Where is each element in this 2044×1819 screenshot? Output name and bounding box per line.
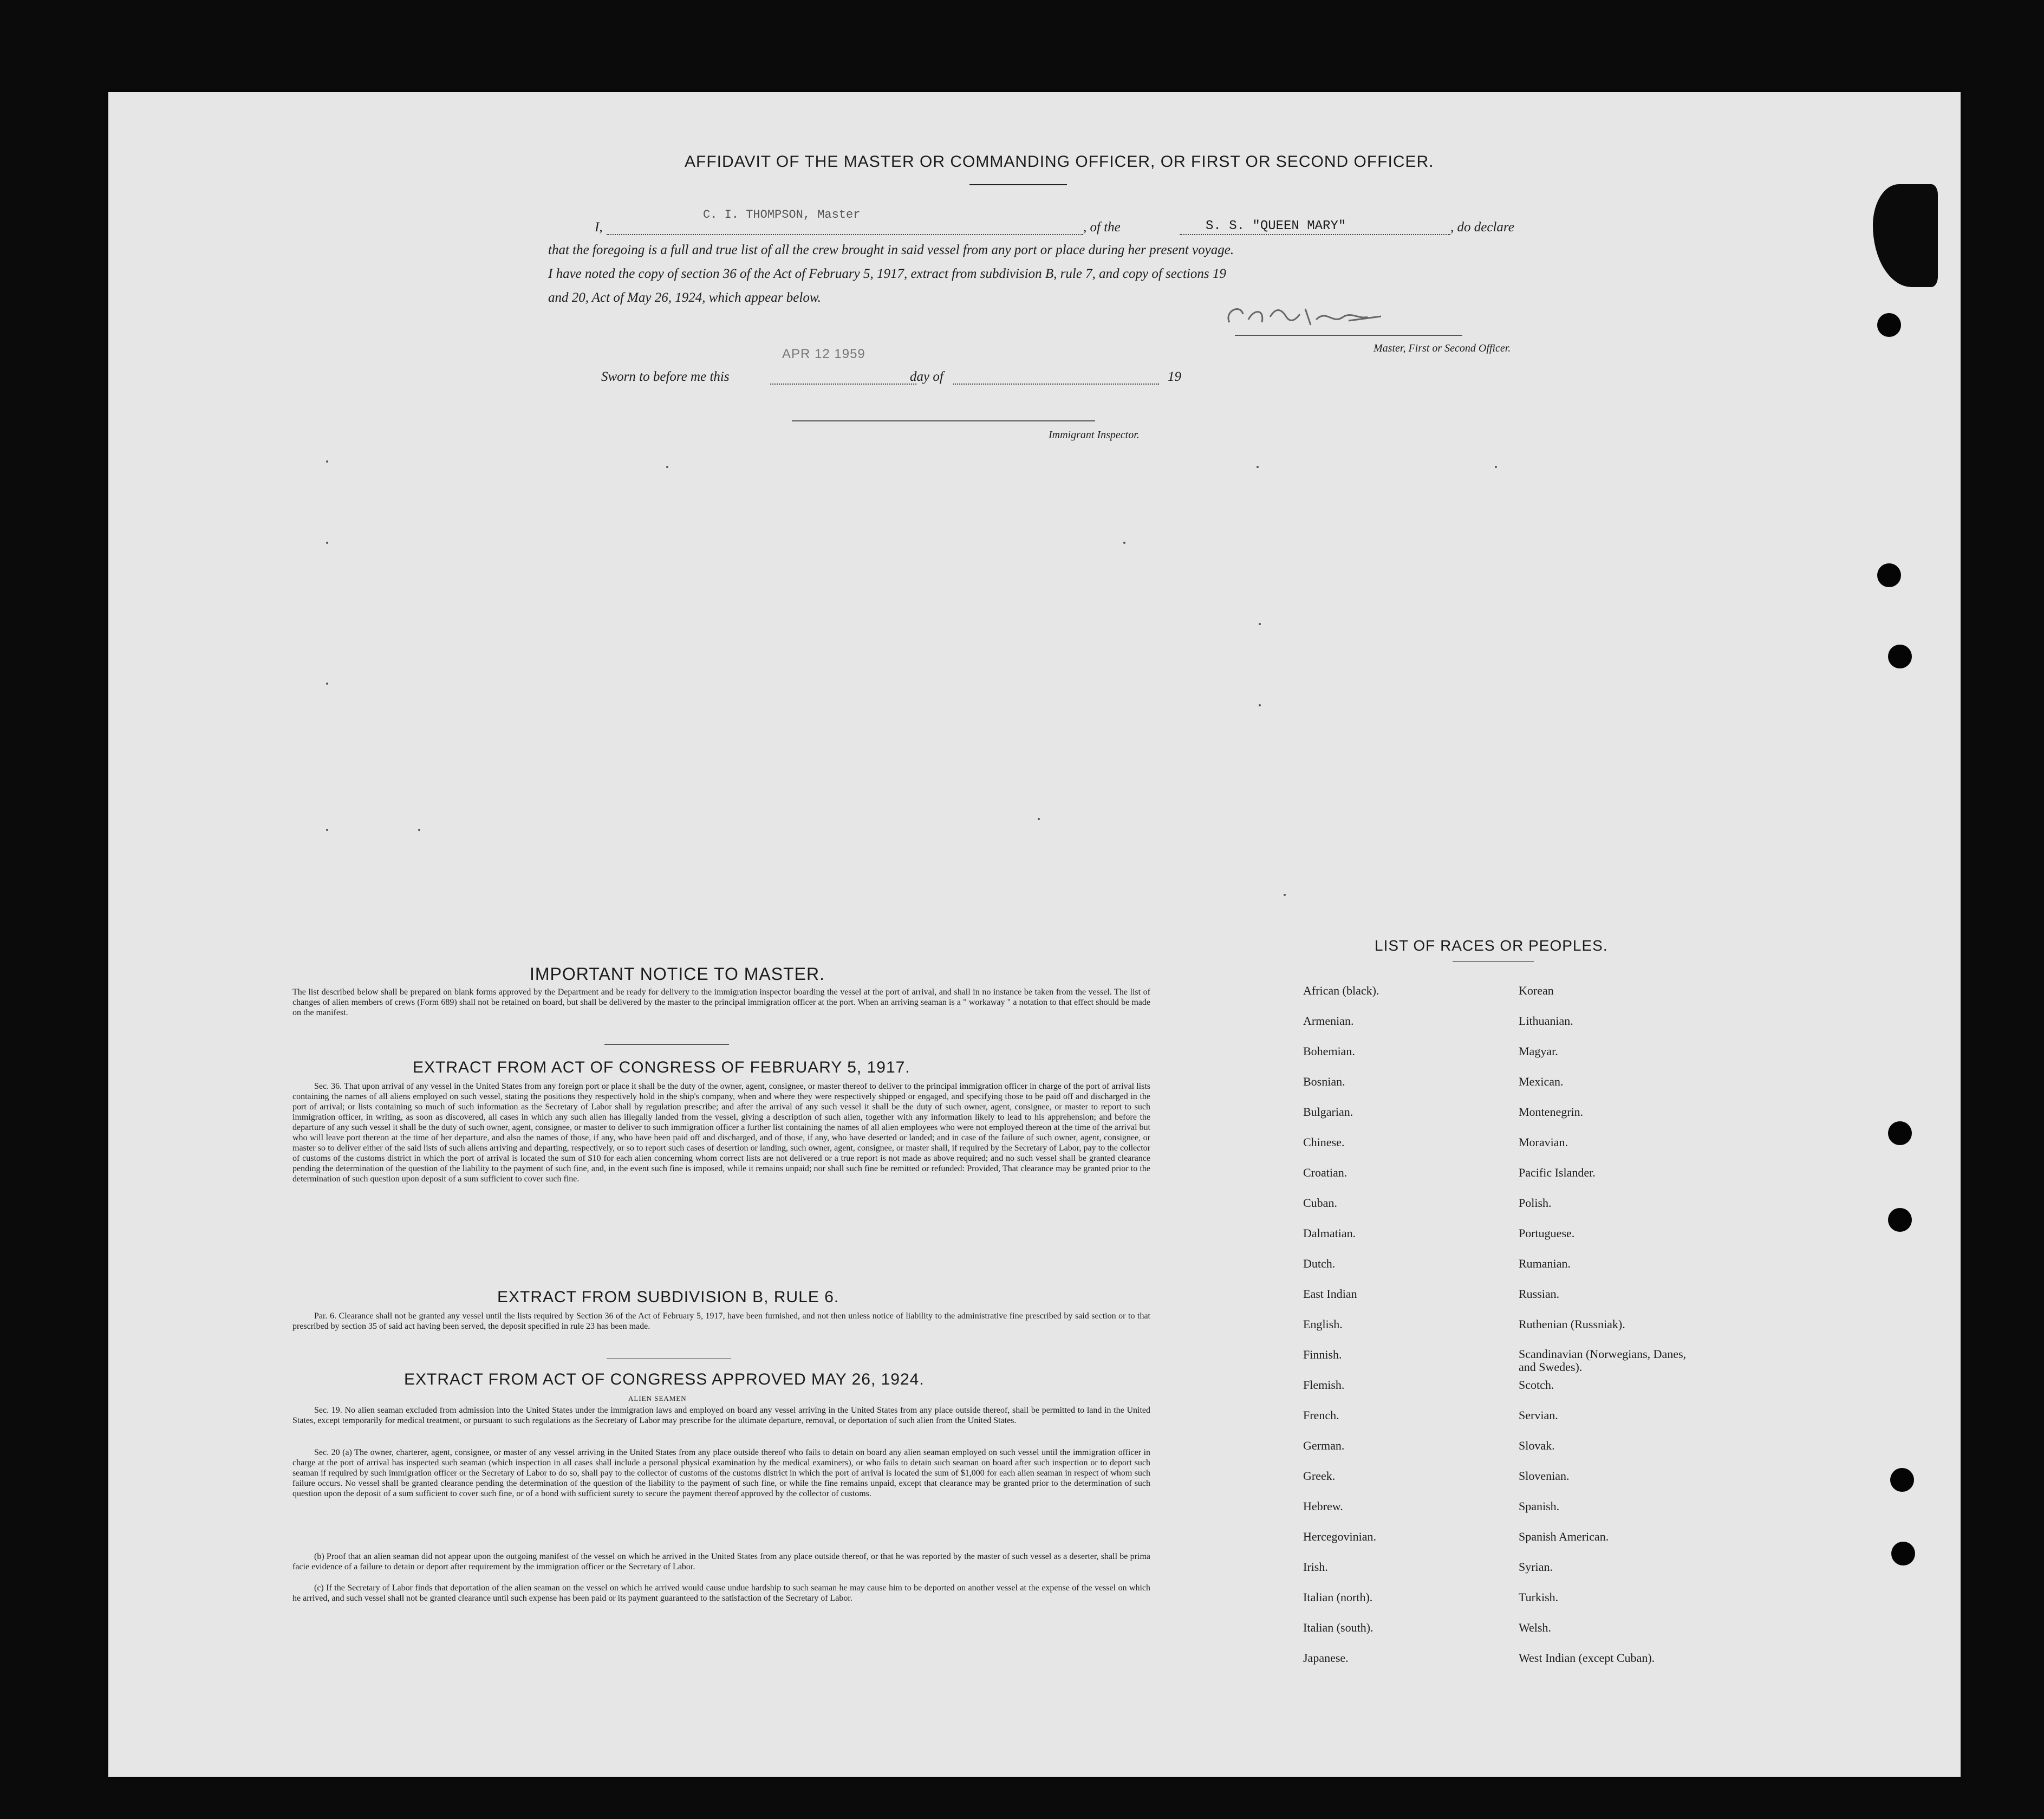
extract3-sec20a: Sec. 20 (a) The owner, charterer, agent, consignee, or master of any vessel arriving in the United States from any place outside thereof who fails to detain on board any alien seaman employed on such vessel until the immigration officer in charge at the port of arrival has inspected such seaman (which inspection in all cases shall include a personal physical examination by the medical examiners), or who fails to detain such seaman on board after such inspection or to deport such seaman if required by such immigration officer or the Secretary of Labor to do so, shall pay to the collector of customs of the customs district in which the port of arrival is located the sum of $1,000 for each alien seaman in respect of whom such failure occurs. No vessel shall be granted clearance pending the determination of the question of the liability to the payment of such fine, or while the fine remains unpaid, except that clearance may be granted prior to the determination of such question upon the deposit of a sum sufficient to cover such fine, or of a bond with sufficient surety to secure the payment thereof approved by the collector of customs.	[292, 1448, 1150, 1498]
race-left-9: Dutch.	[1303, 1257, 1336, 1270]
race-right-14: Servian.	[1519, 1408, 1558, 1422]
race-right-16: Slovenian.	[1519, 1469, 1570, 1483]
extract3-sec20c: (c) If the Secretary of Labor finds that deportation of the alien seaman on the vessel on which he arrived would cause undue hardship to such seaman he may cause him to be deported on another vessel at the expense of the vessel on which he arrived, and such vessel shall not be granted clearance until such expense has been paid or its payment guaranteed to the satisfaction of the Secretary of Labor.	[292, 1583, 1150, 1603]
officer-name: C. I. THOMPSON, Master	[703, 208, 861, 222]
race-right-5: Moravian.	[1519, 1135, 1568, 1149]
affidavit-title: AFFIDAVIT OF THE MASTER OR COMMANDING OFFICER, OR FIRST OR SECOND OFFICER.	[685, 153, 1434, 171]
race-left-17: Hebrew.	[1303, 1499, 1343, 1513]
race-left-3: Bosnian.	[1303, 1075, 1345, 1088]
inspector-line	[792, 420, 1095, 421]
race-left-7: Cuban.	[1303, 1196, 1337, 1210]
declaration-line1-suffix: , do declare	[1450, 220, 1514, 235]
notice-divider	[604, 1044, 729, 1045]
inspector-caption: Immigrant Inspector.	[1049, 429, 1140, 441]
speck	[326, 683, 328, 685]
race-left-10: East Indian	[1303, 1287, 1357, 1301]
race-right-9: Rumanian.	[1519, 1257, 1571, 1270]
master-signature	[1219, 298, 1397, 336]
signature-line	[1235, 335, 1462, 336]
binder-hole	[1890, 1468, 1914, 1492]
extract2-text: Par. 6. Clearance shall not be granted any vessel until the lists required by Section 36 of the Act of February 5, 1917, have been furnished, and not then unless notice of liability to the administrative fine prescribed by said section or to that prescribed by section 35 of said act having been served, the deposit specified in rule 23 has been made.	[292, 1311, 1150, 1331]
race-right-12: Scandinavian (Norwegians, Danes, and Swedes).	[1519, 1347, 1687, 1374]
vessel-line	[1180, 234, 1450, 235]
speck	[666, 466, 668, 468]
binder-hole	[1877, 563, 1901, 587]
race-right-13: Scotch.	[1519, 1378, 1554, 1392]
race-left-15: German.	[1303, 1439, 1345, 1452]
binder-hole	[1888, 1121, 1912, 1145]
declaration-line1-mid: , of the	[1083, 220, 1121, 235]
speck	[1259, 704, 1261, 706]
extract2-title: EXTRACT FROM SUBDIVISION B, RULE 6.	[497, 1288, 839, 1306]
binder-hole	[1888, 645, 1912, 668]
race-right-0: Korean	[1519, 984, 1554, 997]
speck	[1123, 542, 1125, 544]
race-left-16: Greek.	[1303, 1469, 1336, 1483]
race-right-1: Lithuanian.	[1519, 1014, 1573, 1028]
race-left-18: Hercegovinian.	[1303, 1530, 1376, 1543]
race-left-4: Bulgarian.	[1303, 1105, 1353, 1119]
notice-text: The list described below shall be prepared on blank forms approved by the Department and be ready for delivery to the immigration inspector boarding the vessel at the port of arrival, and shall in no instance be taken from the vessel. The list of changes of alien members of crews (Form 689) shall not be retained on board, but shall be delivered by the master to the principal immigration officer at the port. When an arriving seaman is a " workaway " a notation to that effect should be made on the manifest.	[292, 988, 1150, 1017]
race-left-11: English.	[1303, 1317, 1343, 1331]
race-left-0: African (black).	[1303, 984, 1379, 997]
binder-hole	[1891, 1542, 1915, 1565]
sworn-mid: day of	[910, 369, 943, 384]
speck	[326, 460, 328, 463]
races-title: LIST OF RACES OR PEOPLES.	[1375, 937, 1608, 954]
speck	[1259, 623, 1261, 625]
extract3-sec20b: (b) Proof that an alien seaman did not appear upon the outgoing manifest of the vessel on which he arrived in the United States from any place outside thereof, or that he was reported by the master of such vessel as a deserter, shall be prima facie evidence of a failure to detain or deport after requirement by the immigration officer or the Secretary of Labor.	[292, 1552, 1150, 1571]
date-stamp: APR 12 1959	[782, 347, 865, 361]
race-right-10: Russian.	[1519, 1287, 1560, 1301]
declaration-line3: I have noted the copy of section 36 of the Act of February 5, 1917, extract from subdivision B, rule 7, and copy of sections 19	[548, 267, 1226, 281]
declaration-line2: that the foregoing is a full and true list of all the crew brought in said vessel from any port or place during her present voyage.	[548, 243, 1234, 257]
race-left-2: Bohemian.	[1303, 1044, 1355, 1058]
race-right-19: Syrian.	[1519, 1560, 1553, 1574]
extract3-title: EXTRACT FROM ACT OF CONGRESS APPROVED MAY 26, 1924.	[404, 1370, 925, 1388]
race-left-1: Armenian.	[1303, 1014, 1354, 1028]
extract3-subtitle: ALIEN SEAMEN	[628, 1394, 687, 1402]
declaration-line1-prefix: I,	[595, 220, 603, 235]
extract1-title: EXTRACT FROM ACT OF CONGRESS OF FEBRUARY 5, 1917.	[413, 1058, 910, 1076]
race-left-14: French.	[1303, 1408, 1339, 1422]
sworn-day-line	[770, 384, 916, 385]
race-right-17: Spanish.	[1519, 1499, 1560, 1513]
extract1-text: Sec. 36. That upon arrival of any vessel in the United States from any foreign port or place it shall be the duty of the owner, agent, consignee, or master thereof to deliver to the principal immigration officer in charge of the port of arrival lists containing the names of all aliens employed on such vessel, stating the positions they respectively hold in the ship's company, when and where they were respectively shipped or engaged, and specifying those to be paid off and discharged in the port of arrival; or lists containing so much of such information as the Secretary of Labor shall by regulation prescribe; and after the arrival of any such vessel it shall be the duty of such owner, agent, consignee, or master to report to such immigration officer, in writing, as soon as discovered, all cases in which any such alien has illegally landed from the vessel, giving a description of such alien, together with any information likely to lead to his apprehension; and before the departure of any such vessel it shall be the duty of such owner, agent, consignee, or master to deliver to such immigration officer a further list containing the names of all alien employees who were not employed thereon at the time of the arrival but who will leave port thereon at the time of her departure, and also the names of those, if any, who have been paid off and discharged, and of those, if any, who have deserted or landed; and in case of the failure of such owner, agent, consignee, or master so to deliver either of the said lists of such aliens arriving and departing, respectively, or so to report such cases of desertion or landing, such owner, agent, consignee, or master shall, if required by the Secretary of Labor, pay to the collector of customs of the customs district in which the port of arrival is located the sum of $10 for each alien concerning whom correct lists are not delivered or a true report is not made as above required; and no such vessel shall be granted clearance pending the determination of the question of the liability to the payment of such fine, and, in the event such fine is imposed, while it remains unpaid; nor shall such fine be remitted or refunded: Provided, That clearance may be granted prior to the determination of such question upon deposit of a sum sufficient to cover such fine.	[292, 1082, 1150, 1184]
race-right-18: Spanish American.	[1519, 1530, 1609, 1543]
race-left-22: Japanese.	[1303, 1651, 1349, 1665]
sworn-year: 19	[1168, 369, 1181, 384]
race-right-11: Ruthenian (Russniak).	[1519, 1317, 1625, 1331]
race-left-19: Irish.	[1303, 1560, 1328, 1574]
notice-title: IMPORTANT NOTICE TO MASTER.	[530, 964, 825, 984]
speck	[1284, 894, 1286, 896]
race-left-12: Finnish.	[1303, 1348, 1342, 1361]
binder-hole	[1877, 313, 1901, 337]
speck	[1257, 466, 1259, 468]
race-right-2: Magyar.	[1519, 1044, 1558, 1058]
race-right-21: Welsh.	[1519, 1621, 1551, 1634]
race-left-13: Flemish.	[1303, 1378, 1345, 1392]
race-left-6: Croatian.	[1303, 1166, 1348, 1179]
race-right-4: Montenegrin.	[1519, 1105, 1584, 1119]
binder-hole	[1888, 1208, 1912, 1232]
speck	[326, 829, 328, 831]
race-left-21: Italian (south).	[1303, 1621, 1373, 1634]
declaration-line4: and 20, Act of May 26, 1924, which appear below.	[548, 290, 821, 305]
race-left-8: Dalmatian.	[1303, 1226, 1356, 1240]
race-right-7: Polish.	[1519, 1196, 1552, 1210]
race-left-20: Italian (north).	[1303, 1590, 1373, 1604]
officer-name-line	[607, 234, 1083, 235]
document-page	[108, 92, 1961, 1777]
sworn-prefix: Sworn to before me this	[601, 369, 730, 384]
extract3-sec19: Sec. 19. No alien seaman excluded from admission into the United States under the immigration laws and employed on board any vessel arriving in the United States from any place outside thereof, shall be permitted to land in the United States, except temporarily for medical treatment, or pursuant to such regulations as the Secretary of Labor may prescribe for the ultimate departure, removal, or deportation of such alien from the United States.	[292, 1406, 1150, 1425]
signature-caption: Master, First or Second Officer.	[1373, 342, 1511, 354]
race-left-5: Chinese.	[1303, 1135, 1345, 1149]
speck	[1038, 818, 1040, 820]
race-right-3: Mexican.	[1519, 1075, 1564, 1088]
speck	[418, 829, 420, 831]
speck	[326, 542, 328, 544]
race-right-8: Portuguese.	[1519, 1226, 1575, 1240]
vessel-name: S. S. "QUEEN MARY"	[1206, 219, 1346, 233]
race-right-20: Turkish.	[1519, 1590, 1559, 1604]
race-right-15: Slovak.	[1519, 1439, 1555, 1452]
race-right-22: West Indian (except Cuban).	[1519, 1651, 1655, 1665]
races-underline	[1453, 961, 1534, 962]
race-right-6: Pacific Islander.	[1519, 1166, 1596, 1179]
title-underline	[969, 184, 1067, 185]
sworn-month-line	[953, 384, 1159, 385]
speck	[1495, 466, 1497, 468]
torn-edge-mark	[1873, 184, 1938, 287]
